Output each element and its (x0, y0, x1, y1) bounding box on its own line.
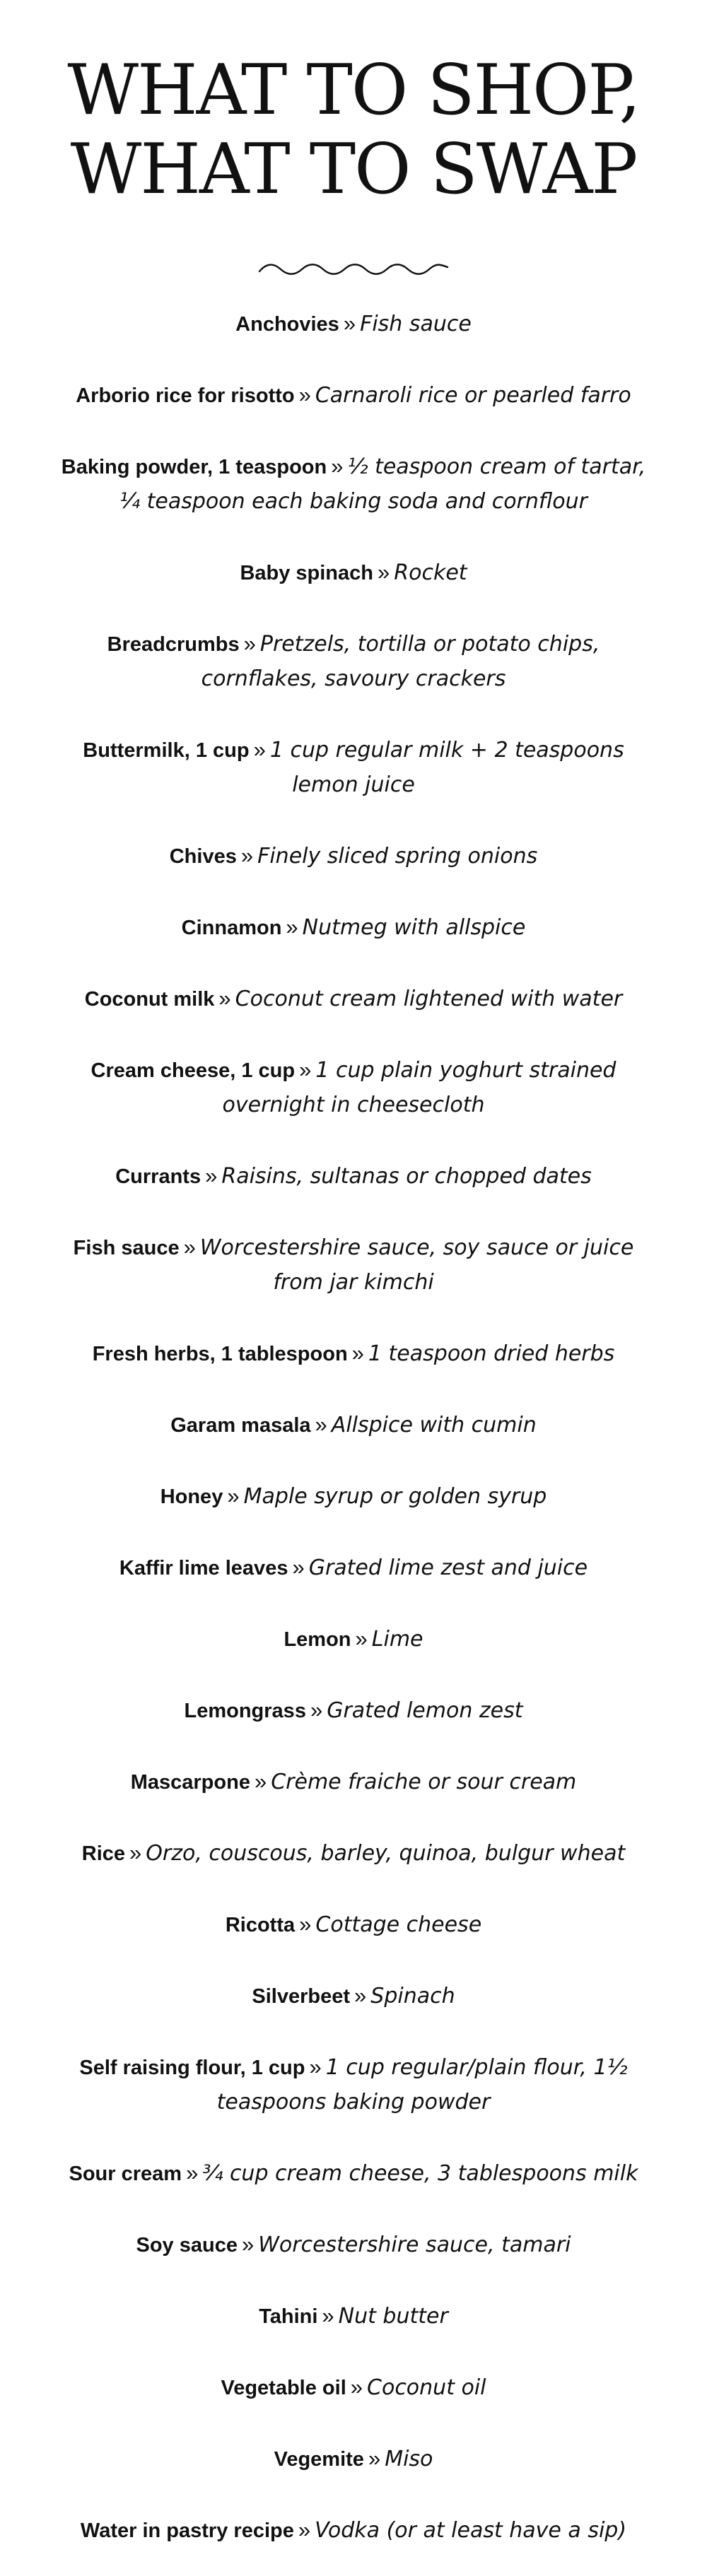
ingredient-name: Garam masala (170, 1414, 311, 1437)
swap-item (49, 1765, 658, 1799)
ingredient-name: Baking powder, 1 teaspoon (61, 456, 327, 478)
substitute-text: Nutmeg with allspice (302, 915, 526, 940)
swap-separator: » (227, 1483, 240, 1508)
substitute-text: Raisins, sultanas or chopped dates (221, 1164, 592, 1189)
swap-item (49, 1053, 658, 1122)
ingredient-name: Coconut milk (84, 988, 215, 1011)
swap-separator: » (350, 2375, 363, 2399)
swap-item (49, 733, 658, 802)
substitute-text: Grated lemon zest (327, 1698, 523, 1723)
swap-separator: » (322, 2303, 334, 2328)
swap-item (49, 839, 658, 874)
swap-item (49, 307, 658, 341)
ingredient-name: Buttermilk, 1 cup (83, 739, 250, 762)
ingredient-name: Kaffir lime leaves (119, 1557, 288, 1580)
swap-item (49, 1693, 658, 1728)
swap-item (49, 2442, 658, 2476)
ingredient-name: Ricotta (225, 1914, 296, 1936)
swap-separator: » (186, 2160, 199, 2185)
ingredient-name: Soy sauce (136, 2234, 238, 2257)
swap-item (49, 982, 658, 1016)
substitute-text: 1 cup plain yoghurt strained overnight in cheesecloth (222, 1058, 617, 1117)
ingredient-name: Cinnamon (181, 917, 282, 939)
substitute-text: Rocket (394, 560, 467, 585)
substitute-text: Allspice with cumin (331, 1413, 537, 1437)
substitute-text: Cottage cheese (315, 1912, 482, 1937)
ingredient-name: Chives (169, 845, 237, 868)
swap-separator: » (240, 843, 254, 868)
swap-separator: » (298, 382, 311, 407)
swap-item (49, 1479, 658, 1514)
substitute-text: Crème fraiche or sour cream (271, 1770, 577, 1794)
swap-separator: » (310, 1698, 323, 1722)
swap-item (49, 2513, 658, 2548)
swap-item (49, 2370, 658, 2405)
ingredient-name: Honey (160, 1486, 223, 1508)
substitute-text: Worcestershire sauce, tamari (258, 2233, 571, 2257)
ingredient-name: Rice (81, 1842, 126, 1865)
ingredient-name: Cream cheese, 1 cup (90, 1059, 296, 1082)
swap-item (49, 1907, 658, 1942)
swap-item (49, 2228, 658, 2262)
substitute-text: Orzo, couscous, barley, quinoa, bulgur wheat (146, 1841, 626, 1866)
ingredient-name: Fresh herbs, 1 tablespoon (92, 1343, 348, 1365)
ingredient-name: Silverbeet (252, 1985, 351, 2008)
ingredient-name: Arborio rice for risotto (76, 384, 295, 407)
ingredient-name: Currants (115, 1165, 201, 1188)
swap-item (49, 910, 658, 945)
swap-separator: » (343, 311, 356, 336)
ingredient-name: Fish sauce (73, 1237, 180, 1259)
ingredient-name: Lemongrass (184, 1700, 306, 1722)
substitute-text: Worcestershire sauce, soy sauce or juice from jar kimchi (199, 1235, 634, 1295)
swap-separator: » (354, 1983, 367, 2008)
swap-separator: » (241, 2232, 255, 2257)
substitute-text: Pretzels, tortilla or potato chips, cornflakes, savoury crackers (201, 632, 600, 691)
swap-separator: » (355, 1626, 368, 1651)
swap-separator: » (183, 1235, 196, 1259)
swap-item (49, 2299, 658, 2334)
ingredient-name: Water in pastry recipe (80, 2519, 294, 2542)
ingredient-name: Tahini (259, 2305, 318, 2328)
ingredient-name: Breadcrumbs (107, 633, 240, 656)
substitute-text: Carnaroli rice or pearled farro (315, 383, 631, 408)
substitute-text: ½ teaspoon cream of tartar, ¼ teaspoon each baking soda and cornflour (119, 454, 646, 514)
swap-item (49, 1836, 658, 1871)
substitute-text: Miso (385, 2447, 433, 2471)
wave-divider-icon (258, 260, 449, 278)
swap-separator: » (368, 2446, 381, 2471)
swap-item (49, 2050, 658, 2119)
substitute-text: Nut butter (338, 2304, 448, 2329)
swap-separator: » (218, 986, 231, 1011)
swap-separator: » (129, 1840, 142, 1865)
substitute-text: Coconut oil (367, 2375, 486, 2400)
swap-item (49, 1622, 658, 1657)
ingredient-name: Baby spinach (240, 562, 373, 584)
swap-item (49, 378, 658, 413)
swap-item (49, 555, 658, 590)
swap-list (0, 307, 707, 2548)
swap-item (49, 1551, 658, 1585)
swap-separator: » (315, 1412, 327, 1437)
swap-separator: » (254, 1769, 267, 1794)
swap-item (49, 449, 658, 519)
swap-item (49, 1230, 658, 1300)
ingredient-name: Self raising flour, 1 cup (79, 2057, 305, 2079)
ingredient-name: Vegetable oil (221, 2377, 346, 2399)
swap-separator: » (286, 914, 298, 939)
substitute-text: Fish sauce (360, 312, 472, 336)
title-line-2: WHAT TO SWAP (70, 129, 637, 210)
swap-separator: » (298, 2517, 311, 2542)
swap-separator: » (253, 737, 266, 762)
substitute-text: 1 teaspoon dried herbs (368, 1341, 615, 1366)
title-line-1: WHAT TO SHOP, (67, 50, 640, 131)
substitute-text: Spinach (370, 1984, 455, 2009)
ingredient-name: Lemon (284, 1628, 351, 1651)
swap-separator: » (299, 1057, 312, 1082)
swap-separator: » (331, 454, 344, 478)
substitute-text: Finely sliced spring onions (257, 844, 538, 869)
swap-separator: » (243, 631, 256, 656)
page-title (0, 51, 707, 209)
swap-separator: » (205, 1163, 218, 1188)
substitute-text: Lime (371, 1627, 423, 1652)
swap-separator: » (299, 1912, 312, 1936)
swap-item (49, 1979, 658, 2013)
substitute-text: Grated lime zest and juice (308, 1555, 588, 1580)
ingredient-name: Mascarpone (130, 1771, 250, 1794)
ingredient-name: Anchovies (235, 313, 339, 336)
swap-separator: » (292, 1555, 305, 1580)
swap-item (49, 1159, 658, 1194)
ingredient-name: Vegemite (274, 2448, 364, 2471)
swap-separator: » (351, 1341, 364, 1365)
substitute-text: Maple syrup or golden syrup (243, 1484, 547, 1509)
substitute-text: 1 cup regular milk + 2 teaspoons lemon juice (269, 738, 624, 797)
ingredient-name: Sour cream (69, 2163, 182, 2185)
substitute-text: 1 cup regular/plain flour, 1½ teaspoons baking powder (216, 2055, 628, 2115)
substitute-text: Coconut cream lightened with water (235, 987, 623, 1011)
swap-item (49, 627, 658, 696)
substitute-text: Vodka (or at least have a sip) (315, 2518, 627, 2543)
swap-separator: » (309, 2054, 322, 2079)
swap-separator: » (378, 560, 390, 584)
swap-item (49, 2156, 658, 2191)
swap-item (49, 1336, 658, 1371)
swap-item (49, 1408, 658, 1442)
substitute-text: ¾ cup cream cheese, 3 tablespoons milk (202, 2161, 638, 2186)
